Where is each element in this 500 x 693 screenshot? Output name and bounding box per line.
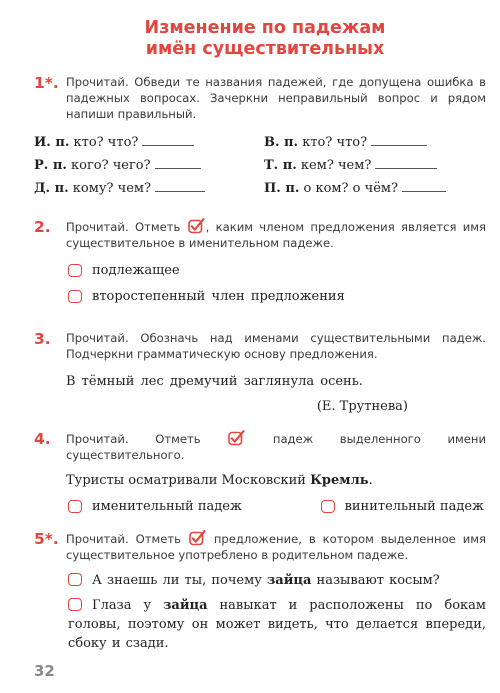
task-3 [34,330,486,416]
answer-blank[interactable] [402,179,446,192]
checkbox[interactable] [68,500,82,513]
option-label: второстепенный член предложения [92,289,345,304]
answer-blank[interactable] [371,133,427,146]
checkbox[interactable] [68,573,82,586]
case-questions: о ком? о чём? [303,181,398,196]
task-number: 5*. [34,530,59,548]
case-abbr: Д. п. [34,181,69,196]
case-row [34,179,264,198]
sentence-text: Глаза у [92,598,164,613]
answer-blank[interactable] [155,179,205,192]
sentence-text: называют косым? [311,573,440,588]
example-sentence: В тёмный лес дремучий заглянула осень. [66,374,363,389]
case-abbr: В. п. [264,135,299,150]
case-questions-grid [34,133,486,198]
answer-options [34,261,486,306]
case-row [264,133,486,152]
instruction-text: Прочитай. Отметь [66,432,201,446]
answer-option[interactable] [68,261,486,280]
case-abbr: Т. п. [264,158,297,173]
instruction-text: падеж выделенного имени существительного. [66,432,487,462]
case-questions: кого? чего? [71,158,151,173]
answer-blank[interactable] [155,156,201,169]
task-4 [34,430,486,516]
task-number: 2. [34,218,51,236]
case-row [34,156,264,175]
task-number: 4. [34,430,51,448]
option-label: именительный падеж [92,499,242,514]
page-number: 32 [34,662,55,680]
case-questions: кому? чем? [72,181,151,196]
task-number: 3. [34,330,51,348]
sentence-text: А знаешь ли ты, почему [92,573,268,588]
example-sentence [34,471,486,490]
answer-blank[interactable] [142,133,194,146]
case-abbr: И. п. [34,135,70,150]
task-1 [34,74,486,198]
task-2 [34,218,486,306]
checkmark-icon [188,218,205,234]
checkmark-icon [228,430,245,446]
option-label: винительный падеж [344,499,484,514]
case-questions: кто? что? [302,135,368,150]
task-instruction [34,430,486,463]
instruction-text: предложение, в котором выделенное имя существительное употреблено в родительном падеже. [66,532,487,562]
sentence-text: . [368,473,373,488]
case-abbr: П. п. [264,181,300,196]
answer-option[interactable] [34,596,486,653]
case-row [34,133,264,152]
option-label: подлежащее [92,263,180,278]
checkbox[interactable] [321,500,335,513]
answer-option[interactable] [68,497,242,516]
case-row [264,156,486,175]
answer-options [34,497,486,516]
instruction-text: Прочитай. Отметь [66,220,181,234]
case-questions: кем? чем? [300,158,372,173]
task-instruction [34,530,486,563]
page-title [34,18,486,60]
instruction-text: Прочитай. Отметь [66,532,181,546]
sentence-text: Туристы осматривали Московский [66,473,311,488]
highlighted-noun: Кремль [310,473,369,488]
task-instruction: Прочитай. Обведи те названия падежей, где допущена ошибка в падежных вопросах. Зачеркни неправильный вопрос и рядом напиши правильный. [66,75,486,121]
checkbox[interactable] [68,264,82,277]
case-abbr: Р. п. [34,158,67,173]
title-line-1: Изменение по падежам [144,18,386,38]
case-row [264,179,486,198]
task-5 [34,530,486,653]
highlighted-noun: зайца [267,573,312,588]
answer-option[interactable] [34,571,486,590]
author-attribution: (Е. Трутнева) [316,399,408,414]
checkbox[interactable] [68,598,82,611]
answer-option[interactable] [68,287,486,306]
title-line-2: имён существительных [145,39,385,59]
answer-blank[interactable] [375,156,437,169]
checkbox[interactable] [68,290,82,303]
case-questions: кто? что? [73,135,139,150]
task-instruction [34,218,486,251]
checkmark-icon [189,530,206,546]
instruction-text: , каким членом предложения является имя существительное в именительном падеже. [66,220,486,250]
task-number: 1*. [34,74,59,92]
highlighted-noun: зайца [163,598,208,613]
answer-option[interactable] [321,497,484,516]
task-instruction: Прочитай. Обозначь над именами существительными падеж. Подчеркни грамматическую основу предложения. [66,331,486,361]
sentence-text: навыкат и расположены по бокам головы, поэтому он может видеть, что делается впереди, сбоку и сзади. [68,598,487,651]
